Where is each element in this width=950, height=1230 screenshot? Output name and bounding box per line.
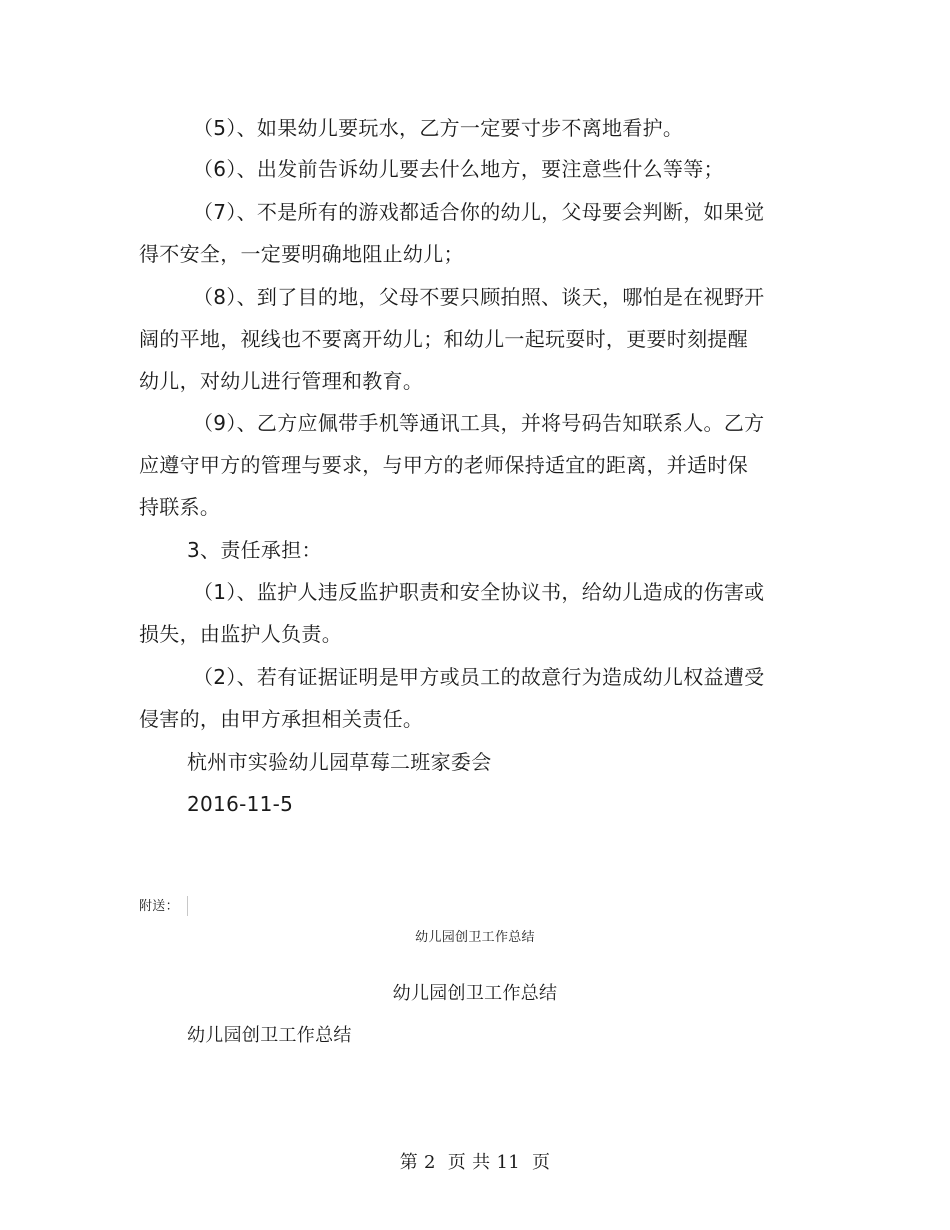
liability-1-line-2: 损失，由监护人负责。 xyxy=(139,622,342,646)
paragraph-9-line-3: 持联系。 xyxy=(139,495,221,519)
appendix-header-title: 幼儿园创卫工作总结 xyxy=(415,930,535,945)
appendix-doc-subtitle: 幼儿园创卫工作总结 xyxy=(187,1025,352,1046)
appendix-label: 附送： xyxy=(139,899,179,914)
paragraph-6-line-1: （6）、出发前告诉幼儿要去什么地方，要注意些什么等等； xyxy=(193,157,724,181)
liability-2-line-1: （2）、若有证据证明是甲方或员工的故意行为造成幼儿权益遭受 xyxy=(193,665,765,689)
paragraph-7-line-2: 得不安全，一定要明确地阻止幼儿； xyxy=(139,242,464,266)
liability-1-line-1: （1）、监护人违反监护职责和安全协议书，给幼儿造成的伤害或 xyxy=(193,580,765,604)
paragraph-8-line-2: 阔的平地，视线也不要离开幼儿；和幼儿一起玩耍时，更要时刻提醒 xyxy=(139,327,748,351)
appendix-doc-title: 幼儿园创卫工作总结 xyxy=(392,983,558,1004)
signature-date: 2016-11-5 xyxy=(187,792,294,816)
paragraph-5-line-1: （5）、如果幼儿要玩水，乙方一定要寸步不离地看护。 xyxy=(193,116,684,140)
paragraph-7-line-1: （7）、不是所有的游戏都适合你的幼儿，父母要会判断，如果觉 xyxy=(193,200,765,224)
liability-2-line-2: 侵害的，由甲方承担相关责任。 xyxy=(139,707,424,731)
paragraph-8-line-1: （8）、到了目的地，父母不要只顾拍照、谈天，哪怕是在视野开 xyxy=(193,285,765,309)
paragraph-9-line-1: （9）、乙方应佩带手机等通讯工具，并将号码告知联系人。乙方 xyxy=(193,411,765,435)
paragraph-8-line-3: 幼儿，对幼儿进行管理和教育。 xyxy=(139,369,424,393)
page-footer: 第 2 页 共 11 页 xyxy=(399,1152,551,1173)
signature-organization: 杭州市实验幼儿园草莓二班家委会 xyxy=(187,750,492,774)
paragraph-9-line-2: 应遵守甲方的管理与要求，与甲方的老师保持适宜的距离，并适时保 xyxy=(139,453,748,477)
appendix-divider xyxy=(187,896,188,916)
section-3-heading: 3、责任承担： xyxy=(187,538,322,562)
